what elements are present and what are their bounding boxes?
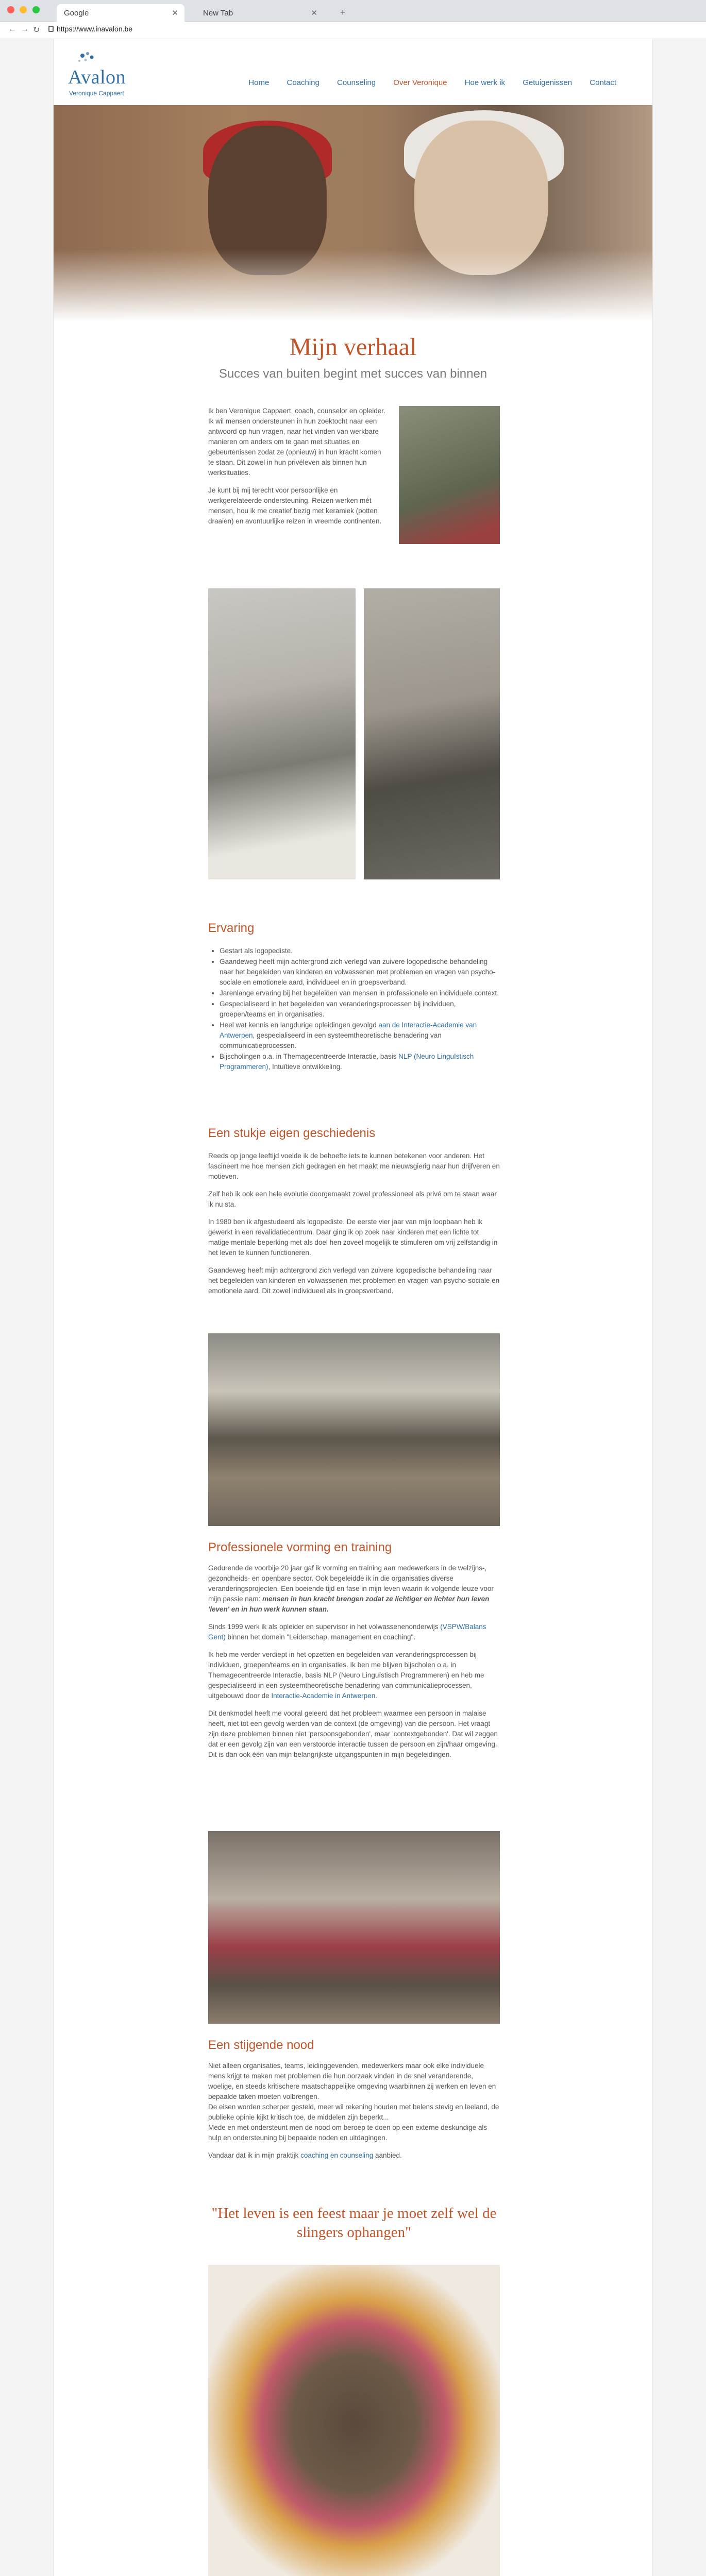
intro-text xyxy=(208,406,389,534)
hero-fade xyxy=(54,249,652,321)
list-item: • Heel wat kennis en langdurige opleidingen gevolgd aan de Interactie-Academie van Antwerpen, gespecialiseerd in een systeemtheoretische benadering van communicatieprocessen. xyxy=(220,1020,500,1051)
url-field[interactable]: https://www.inavalon.be xyxy=(57,25,133,33)
reload-icon[interactable]: ↻ xyxy=(33,26,40,35)
list-item: • Jarenlange ervaring bij het begeleiden van mensen in professionele en individuele context. xyxy=(220,988,500,998)
photo-pottery xyxy=(364,588,500,879)
photo-group-session xyxy=(208,1333,500,1526)
nav-over-veronique[interactable]: Over Veronique xyxy=(393,78,447,87)
nav-counseling[interactable]: Counseling xyxy=(337,78,376,87)
new-tab-icon[interactable]: + xyxy=(340,7,346,18)
photo-painting xyxy=(208,588,356,879)
list-item: • Gespecialiseerd in het begeleiden van veranderingsprocessen bij individuen, groepen/teams en in organisaties. xyxy=(220,999,500,1020)
section-title-nood: Een stijgende nood xyxy=(208,2038,314,2052)
tab-bar xyxy=(0,0,706,22)
section-title-vorming: Professionele vorming en training xyxy=(208,1540,392,1554)
photo-flower-window xyxy=(208,2265,500,2576)
close-window-button[interactable] xyxy=(7,6,14,13)
nav-hoe-werk-ik[interactable]: Hoe werk ik xyxy=(464,78,506,87)
paragraph: Dit denkmodel heeft me vooral geleerd dat het probleem waarmee een persoon in malaise heeft, niet tot een gevolg werden van de context (de omgeving) van die persoon. Het vraagt zijn deze problemen binnen niet 'persoonsgebonden', maar 'contextgebonden'. Dat wil zeggen dat er een gevolg zijn van een verstoorde interactie tussen de persoon en zijn/haar omgeving. Dit is dan ook één van mijn belangrijkste uitgangspunten in mijn begeleidingen. xyxy=(208,1709,498,1758)
forward-icon[interactable]: → xyxy=(21,25,29,33)
paragraph: In 1980 ben ik afgestudeerd als logopediste. De eerste vier jaar van mijn loopbaan heb ik gewerkt in een revalidatiecentrum. Daar ging ik op zoek naar kinderen met een lichte tot matige mentale beperking met als doel hen zoveel mogelijk te stimuleren om vrij zelfstandig in het leven te kunnen functioneren. xyxy=(208,1218,498,1257)
paragraph: Ik heb me verder verdiept in het opzetten en begeleiden van veranderingsprocessen bij individuen, groepen/teams en in organisaties. Ik ben me blijven bijscholen o.a. in Themagecentreerde Interactie, basis NLP (Neuro Linguïstisch Programmeren) en heb me gespecialiseerd in een systeemtheoretische benadering van communicatieprocessen, uitgebouwd door de Interactie-Academie in Antwerpen. xyxy=(208,1651,484,1700)
list-item: • Gestart als logopediste. xyxy=(220,946,500,956)
interactie-academie-link[interactable]: aan de Interactie-Academie van Antwerpen xyxy=(220,1021,477,1039)
maximize-window-button[interactable] xyxy=(32,6,40,13)
list-item: • Gaandeweg heeft mijn achtergrond zich verlegd van zuivere logopedische behandeling naar het begeleiden van kinderen en volwassenen met problemen en vragen van psycho-sociale en emotionele aard, individueel en in groepsverband. xyxy=(220,957,500,988)
nav-contact[interactable]: Contact xyxy=(590,78,616,87)
nood-text xyxy=(208,2061,500,2168)
coaching-counseling-link[interactable]: coaching en counseling xyxy=(300,2151,374,2159)
tab-google[interactable] xyxy=(57,4,184,22)
nlp-link[interactable]: NLP (Neuro Linguïstisch Programmeren) xyxy=(220,1053,474,1071)
section-title-ervaring: Ervaring xyxy=(208,921,255,935)
main-nav xyxy=(233,78,616,87)
lock-icon xyxy=(48,26,54,32)
hero-image xyxy=(54,105,652,321)
quote: "Het leven is een feest maar je moet zelf wel de slingers ophangen" xyxy=(211,2205,497,2241)
paragraph: Reeds op jonge leeftijd voelde ik de behoefte iets te kunnen betekenen voor anderen. Het fascineert me hoe mensen zich gedragen en het maakt me nieuwsgierig naar hun drijfveren en motieven. xyxy=(208,1152,500,1180)
nav-coaching[interactable]: Coaching xyxy=(287,78,320,87)
vspw-link[interactable]: (VSPW/Balans Gent) xyxy=(208,1623,486,1641)
ervaring-list-container xyxy=(208,946,500,1073)
back-icon[interactable]: ← xyxy=(8,25,16,33)
browser-chrome xyxy=(0,0,706,39)
paragraph: Niet alleen organisaties, teams, leidinggevenden, medewerkers maar ook elke individuele mens krijgt te maken met problemen die hun oorzaak vinden in de snel veranderende, woelige, en steeds kritischere maatschappelijke omgeving waarbinnen zij werken en leven en bepaalde taken moeten volbrengen. De eisen worden scherper gesteld, meer wil rekening houden met belens stevig en leeland, de publieke opinie kijkt kritisch toe, de middelen zijn beperkt... Mede en met ondersteunt men de nood om beroep te doen op een externe deskundige als hulp en ondersteuning bij bepaalde noden en uitdagingen. xyxy=(208,2062,499,2142)
minimize-window-button[interactable] xyxy=(20,6,27,13)
tab-new-tab[interactable] xyxy=(196,4,324,22)
geschiedenis-text xyxy=(208,1151,500,1303)
page-title: Mijn verhaal xyxy=(289,333,417,361)
paragraph: Sinds 1999 werk ik als opleider en supervisor in het volwassenenonderwijs (VSPW/Balans Gent) binnen het domein "Leiderschap, management en coaching". xyxy=(208,1623,486,1641)
tab-label: Google xyxy=(64,9,89,18)
close-icon[interactable]: ✕ xyxy=(311,9,317,18)
web-page xyxy=(54,39,652,2576)
page-subtitle: Succes van buiten begint met succes van binnen xyxy=(218,367,488,381)
paragraph: Zelf heb ik ook een hele evolutie doorgemaakt zowel professioneel als privé om te staan waar ik nu sta. xyxy=(208,1190,497,1208)
nav-getuigenissen[interactable]: Getuigenissen xyxy=(523,78,573,87)
photo-exercise xyxy=(208,1831,500,2024)
list-item: • Bijscholingen o.a. in Themagecentreerde Interactie, basis NLP (Neuro Linguïstisch Programmeren), Intuïtieve ontwikkeling. xyxy=(220,1052,500,1072)
paragraph: Gaandeweg heeft mijn achtergrond zich verlegd van zuivere logopedische behandeling naar het begeleiden van kinderen en volwassenen met problemen en vragen van psycho-sociale en emotionele aard. Dit zowel individueel als in groepsverband. xyxy=(208,1266,500,1295)
address-bar xyxy=(0,22,706,39)
paragraph: Vandaar dat ik in mijn praktijk coaching en counseling aanbied. xyxy=(208,2151,402,2159)
nav-home[interactable]: Home xyxy=(248,78,270,87)
paragraph: Gedurende de voorbije 20 jaar gaf ik vorming en training aan medewerkers in de welzijns-, gezondheids- en openbare sector. Ook begeleidde ik in die organisaties diverse veranderingsprojecten. Een boeiende tijd en fase in mijn leven waarin ik volgende leuze voor mijn passie nam: mensen in hun kracht brengen zodat ze lichtiger en lichter hun leven 'leven' en in hun werk kunnen staan. xyxy=(208,1564,494,1613)
interactie-academie-antwerpen-link[interactable]: Interactie-Academie in Antwerpen xyxy=(271,1692,376,1700)
intro-paragraph: Je kunt bij mij terecht voor persoonlijke en werkgerelateerde ondersteuning. Reizen werken mét mensen, hou ik me creatief bezig met keramiek (potten draaien) en avontuurlijke reizen in vreemde continenten. xyxy=(208,486,382,525)
section-title-geschiedenis: Een stukje eigen geschiedenis xyxy=(208,1126,376,1140)
portrait-photo xyxy=(399,406,500,544)
intro-paragraph: Ik ben Veronique Cappaert, coach, counselor en opleider. Ik wil mensen ondersteunen in hun zoektocht naar een antwoord op hun vragen, naar het vinden van werkbare manieren om anders om te gaan met situaties en gebeurtenissen zodat ze (opnieuw) in hun kracht komen te staan. Dit zowel in hun privéleven als binnen hun werksituaties. xyxy=(208,407,385,477)
close-icon[interactable]: ✕ xyxy=(172,9,178,18)
window-controls xyxy=(7,6,43,16)
logo-subtitle: Veronique Cappaert xyxy=(69,90,124,97)
vorming-text xyxy=(208,1563,500,1767)
ervaring-list xyxy=(220,946,500,1072)
logo-name[interactable]: Avalon xyxy=(68,66,126,88)
tab-label: New Tab xyxy=(203,9,233,18)
site-header xyxy=(54,39,652,105)
